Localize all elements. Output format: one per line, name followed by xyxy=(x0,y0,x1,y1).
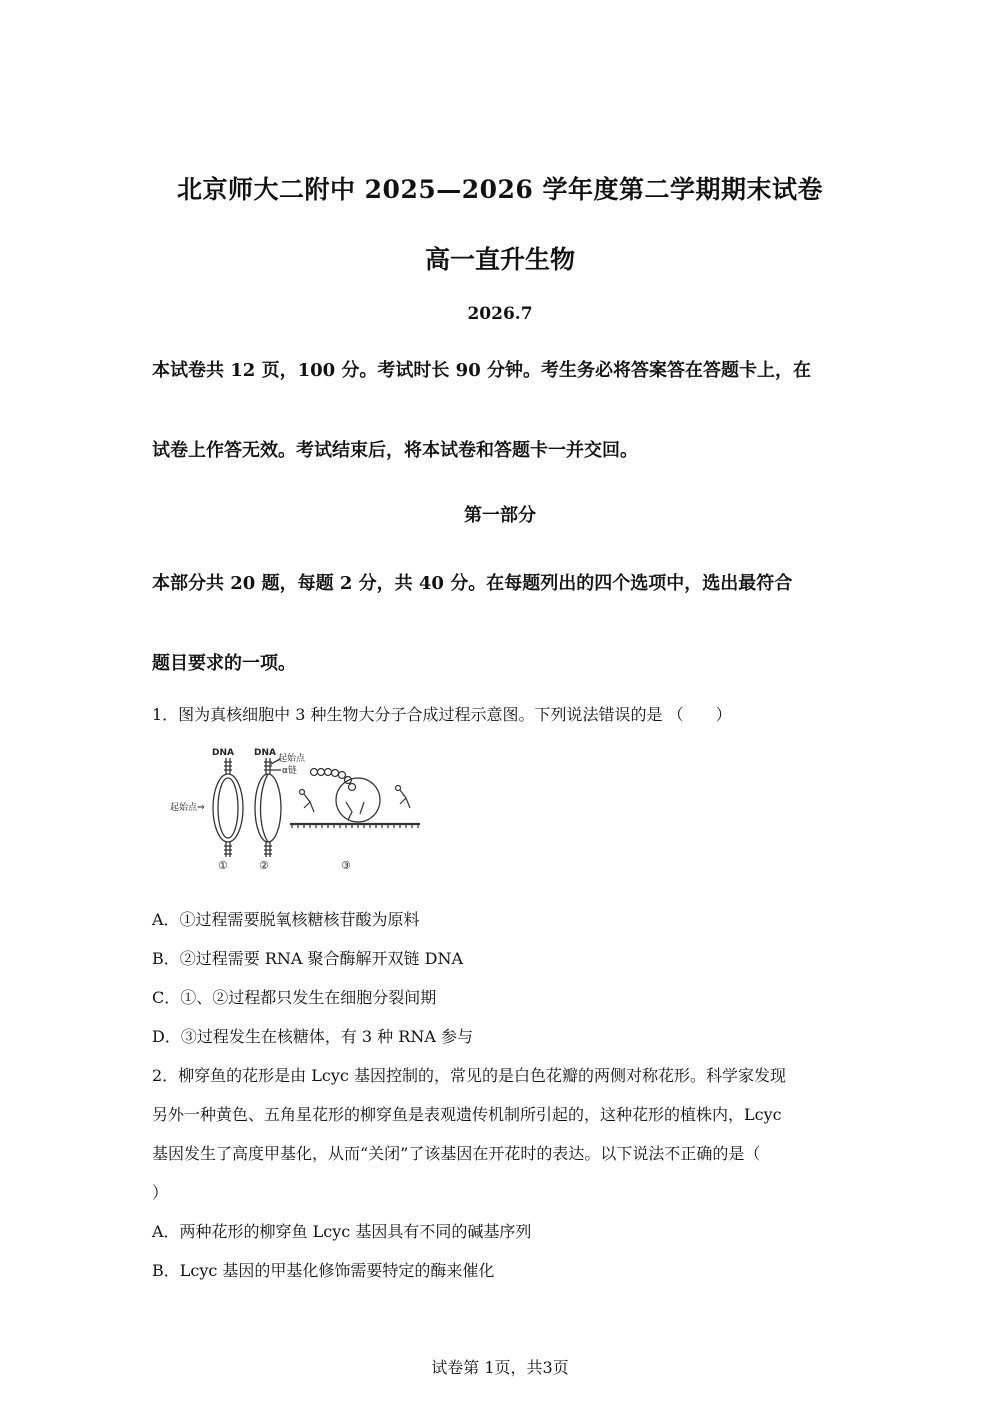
transcription-bubble-2 xyxy=(255,758,281,857)
part-description-line-1: 本部分共 20 题，每题 2 分，共 40 分。在每题列出的四个选项中，选出最符合 xyxy=(152,573,793,594)
part-description-line-2: 题目要求的一项。 xyxy=(152,653,296,674)
question-2-stem-line-3: 基因发生了高度甲基化，从而“关闭”了该基因在开花时的表达。以下说法不正确的是（ xyxy=(152,1144,761,1163)
figure-label-dna-1: DNA xyxy=(212,748,234,758)
exam-date: 2026.7 xyxy=(467,304,533,324)
instructions-line-1: 本试卷共 12 页，100 分。考试时长 90 分钟。考生务必将答案答在答题卡上，在 xyxy=(152,360,812,381)
question-1-stem: 1．图为真核细胞中 3 种生物大分子合成过程示意图。下列说法错误的是 （ ） xyxy=(152,705,732,724)
question-2-stem-line-2: 另外一种黄色、五角星花形的柳穿鱼是表观遗传机制所引起的，这种花形的植株内，Lcyc xyxy=(152,1105,782,1124)
question-2-option-b: B．Lcyc 基因的甲基化修饰需要特定的酶来催化 xyxy=(152,1261,495,1280)
exam-title: 北京师大二附中 2025—2026 学年度第二学期期末试卷 xyxy=(176,175,824,204)
question-2-option-a: A．两种花形的柳穿鱼 Lcyc 基因具有不同的碱基序列 xyxy=(152,1222,532,1241)
figure-label-2: ② xyxy=(259,859,269,872)
question-1-option-d: D．③过程发生在核糖体，有 3 种 RNA 参与 xyxy=(152,1027,473,1046)
figure-label-alpha-chain: α链 xyxy=(282,766,297,776)
question-2-stem-line-4: ） xyxy=(152,1183,169,1202)
question-1-figure xyxy=(168,742,428,877)
question-1-option-b: B．②过程需要 RNA 聚合酶解开双链 DNA xyxy=(152,949,464,968)
figure-label-origin-left: 起始点⇒ xyxy=(170,803,205,813)
figure-label-origin-right: 起始点 xyxy=(278,754,306,764)
figure-label-dna-2: DNA xyxy=(254,748,276,758)
question-1-option-a: A．①过程需要脱氧核糖核苷酸为原料 xyxy=(152,910,420,929)
replication-bubble-1 xyxy=(213,758,243,857)
part-title: 第一部分 xyxy=(464,505,536,526)
instructions-line-2: 试卷上作答无效。考试结束后，将本试卷和答题卡一并交回。 xyxy=(152,440,638,461)
page-footer: 试卷第 1页，共3页 xyxy=(431,1358,569,1377)
exam-subtitle: 高一直升生物 xyxy=(424,245,575,274)
question-1-option-c: C．①、②过程都只发生在细胞分裂间期 xyxy=(152,988,437,1007)
figure-label-1: ① xyxy=(218,859,228,872)
translation-diagram-3 xyxy=(290,769,420,829)
figure-label-3: ③ xyxy=(341,859,351,872)
question-2-stem-line-1: 2．柳穿鱼的花形是由 Lcyc 基因控制的，常见的是白色花瓣的两侧对称花形。科学家发现 xyxy=(152,1066,786,1085)
